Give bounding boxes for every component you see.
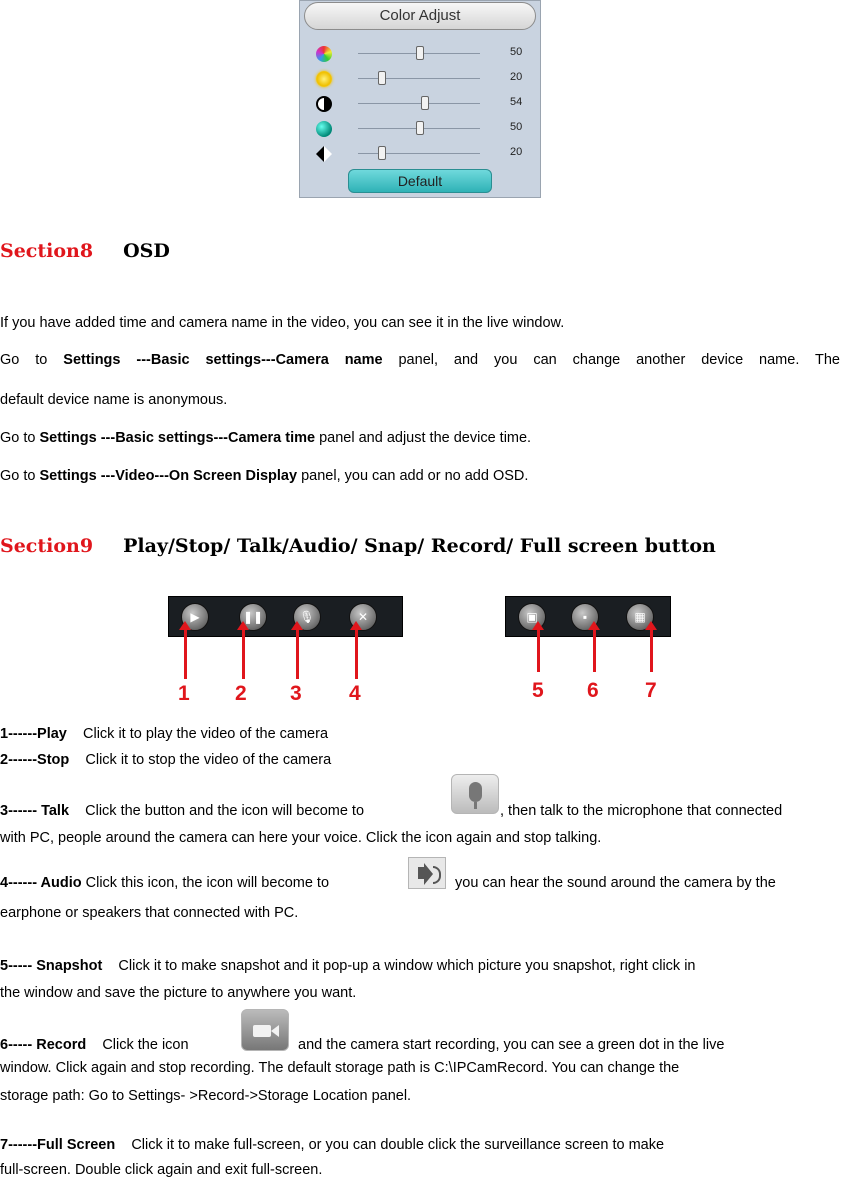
label-6: 6: [587, 679, 599, 702]
item-record-line2: window. Click again and stop recording. The default storage path is C:\IPCamRecord. You can change the: [0, 1060, 680, 1076]
sharpness-slider-thumb[interactable]: [378, 146, 386, 160]
label-5: 5: [532, 679, 544, 702]
item-label: 5----- Snapshot: [0, 958, 103, 974]
label-1: 1: [178, 682, 190, 705]
osd-paragraph-4: [0, 466, 528, 486]
osd-paragraph-3: [0, 428, 531, 448]
saturation-slider-thumb[interactable]: [416, 121, 424, 135]
menu-path: Settings ---Video---On Screen Display: [39, 468, 298, 484]
hue-slider-row: [300, 43, 540, 65]
brightness-value: 20: [510, 71, 523, 83]
section-number: Section8: [0, 240, 94, 262]
item-record-line3: storage path: Go to Settings- >Record->Storage Location panel.: [0, 1088, 412, 1104]
contrast-slider-track[interactable]: [358, 103, 480, 104]
brightness-icon: [316, 71, 332, 87]
item-label: 1------Play: [0, 726, 67, 742]
video-camera-icon: ▪: [582, 610, 588, 624]
item-record: [0, 1035, 189, 1055]
saturation-value: 50: [510, 121, 523, 133]
fullscreen-icon: ▦: [634, 610, 646, 624]
menu-path: Settings ---Basic settings---Camera name: [63, 352, 383, 368]
arrow-4: [355, 627, 358, 679]
sharpness-value: 20: [510, 146, 523, 158]
text: panel and adjust the device time.: [315, 430, 532, 446]
speaker-icon: ✕: [357, 610, 369, 624]
hue-slider-thumb[interactable]: [416, 46, 424, 60]
section-number: Section9: [0, 535, 94, 557]
brightness-slider-track[interactable]: [358, 78, 480, 79]
item-text: Click it to make full-screen, or you can double click the surveillance screen to make: [131, 1137, 665, 1153]
hue-icon: [316, 46, 332, 62]
speaker-active-icon: [408, 857, 446, 889]
video-camera-active-icon: [241, 1009, 289, 1051]
arrow-3: [296, 627, 299, 679]
playback-button-bar: [168, 596, 403, 637]
arrow-7: [650, 627, 653, 672]
text: Go to: [0, 468, 40, 484]
text: Go to: [0, 430, 40, 446]
sharpness-icon: [316, 146, 332, 162]
contrast-slider-row: [300, 93, 540, 115]
item-text: Click the icon: [102, 1037, 189, 1053]
item-snapshot: [0, 956, 696, 976]
item-audio: [0, 873, 329, 893]
color-adjust-panel: [299, 0, 541, 198]
item-text: Click it to make snapshot and it pop-up a window which picture you snapshot, right click in: [118, 958, 696, 974]
item-label: 7------Full Screen: [0, 1137, 116, 1153]
contrast-value: 54: [510, 96, 523, 108]
brightness-slider-thumb[interactable]: [378, 71, 386, 85]
sharpness-slider-track[interactable]: [358, 153, 480, 154]
text: panel, and you can change another device name. The: [382, 352, 840, 368]
item-label: 4------ Audio: [0, 875, 82, 891]
item-text: Click this icon, the icon will become to: [85, 875, 330, 891]
arrow-1: [184, 627, 187, 679]
contrast-icon: [316, 96, 332, 112]
item-record-cont: and the camera start recording, you can see a green dot in the live: [298, 1037, 725, 1053]
camera-icon: ▣: [526, 610, 538, 624]
item-text: Click the button and the icon will become to: [85, 803, 365, 819]
item-label: 2------Stop: [0, 752, 70, 768]
section9-heading: [0, 535, 716, 557]
label-4: 4: [349, 682, 361, 705]
section-title: OSD: [123, 240, 170, 262]
saturation-slider-row: [300, 118, 540, 140]
text: panel, you can add or no add OSD.: [297, 468, 529, 484]
menu-path: Settings ---Basic settings---Camera time: [39, 430, 316, 446]
item-label: 3------ Talk: [0, 803, 70, 819]
item-stop: [0, 750, 331, 770]
arrow-6: [593, 627, 596, 672]
item-talk-cont: , then talk to the microphone that connected: [500, 803, 783, 819]
play-icon: ▶: [190, 610, 200, 624]
item-text: Click it to stop the video of the camera: [85, 752, 332, 768]
capture-button-bar: [505, 596, 671, 637]
osd-paragraph-1: If you have added time and camera name in the video, you can see it in the live window.: [0, 315, 565, 331]
section-title: Play/Stop/ Talk/Audio/ Snap/ Record/ Full screen button: [123, 535, 716, 557]
microphone-active-icon: [451, 774, 499, 814]
label-2: 2: [235, 682, 247, 705]
item-snapshot-line2: the window and save the picture to anywhere you want.: [0, 985, 357, 1001]
saturation-icon: [316, 121, 332, 137]
default-button[interactable]: Default: [348, 169, 492, 193]
item-text: Click it to play the video of the camera: [83, 726, 329, 742]
text: Go to: [0, 352, 64, 368]
brightness-slider-row: [300, 68, 540, 90]
arrow-5: [537, 627, 540, 672]
label-3: 3: [290, 682, 302, 705]
osd-paragraph-2: [0, 350, 840, 370]
color-adjust-title: Color Adjust: [304, 2, 536, 30]
pause-icon: ❚❚: [242, 610, 264, 624]
label-7: 7: [645, 679, 657, 702]
hue-value: 50: [510, 46, 523, 58]
sharpness-slider-row: [300, 143, 540, 165]
section8-heading: [0, 240, 170, 262]
item-label: 6----- Record: [0, 1037, 87, 1053]
microphone-icon: 🎙: [299, 610, 315, 624]
item-play: [0, 724, 328, 744]
item-fullscreen-line2: full-screen. Double click again and exit full-screen.: [0, 1162, 323, 1178]
item-talk-line2: with PC, people around the camera can here your voice. Click the icon again and stop talking.: [0, 830, 602, 846]
item-audio-line2: earphone or speakers that connected with PC.: [0, 905, 299, 921]
item-audio-cont: you can hear the sound around the camera by the: [455, 875, 776, 891]
item-talk: [0, 801, 364, 821]
arrow-2: [242, 627, 245, 679]
contrast-slider-thumb[interactable]: [421, 96, 429, 110]
item-fullscreen: [0, 1135, 664, 1155]
osd-paragraph-2-line2: default device name is anonymous.: [0, 392, 228, 408]
